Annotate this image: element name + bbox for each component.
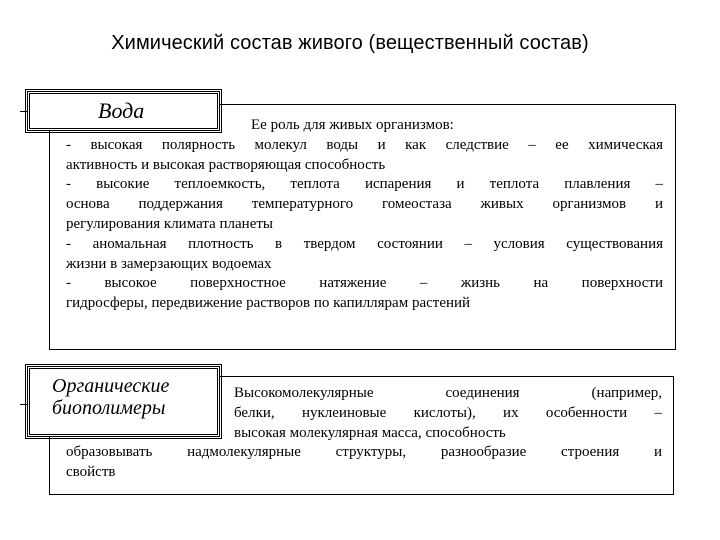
biopolymers-line: высокая молекулярная масса, способность xyxy=(234,424,506,441)
biopolymers-description xyxy=(66,384,662,483)
page-title: Химический состав живого (вещественный состав) xyxy=(111,32,589,54)
water-line: основа поддержания температурного гомеостаза живых организмов и xyxy=(66,196,663,213)
water-line: гидросферы, передвижение растворов по капиллярам растений xyxy=(66,295,471,312)
water-description xyxy=(66,116,663,314)
water-line: - высокое поверхностное натяжение – жизнь на поверхности xyxy=(66,275,663,292)
biopolymers-line: белки, нуклеиновые кислоты), их особенности – xyxy=(234,404,662,421)
biopolymers-label-line: Органические xyxy=(52,375,170,397)
water-line: активность и высокая растворяющая способность xyxy=(66,156,386,173)
water-line: - высокая полярность молекул воды и как следствие – ее химическая xyxy=(66,136,663,153)
water-heading: Ее роль для живых организмов: xyxy=(251,117,454,133)
water-line: регулирования климата планеты xyxy=(66,215,274,232)
water-line: - высокие теплоемкость, теплота испарения и теплота плавления – xyxy=(66,176,663,193)
water-line: - аномальная плотность в твердом состоянии – условия существования xyxy=(66,235,663,252)
biopolymers-line: Высокомолекулярные соединения (например, xyxy=(234,385,662,401)
biopolymers-line: образовывать надмолекулярные структуры, разнообразие строения и xyxy=(66,444,662,461)
water-label: Вода xyxy=(27,91,220,131)
biopolymers-label-line: биополимеры xyxy=(52,397,166,419)
biopolymers-line: свойств xyxy=(66,464,116,481)
water-line: жизни в замерзающих водоемах xyxy=(66,255,272,272)
